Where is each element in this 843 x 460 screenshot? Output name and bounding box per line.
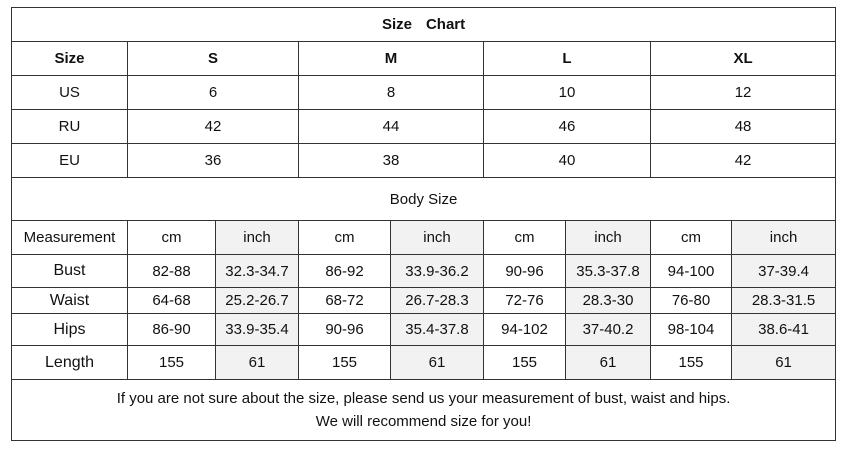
note-line-1: If you are not sure about the size, please send us your measurement of bust, waist and hips. (116, 390, 731, 407)
unit-cm: cm (299, 221, 391, 255)
measurement-value: 37-40.2 (566, 314, 651, 346)
measurement-value: 155 (299, 346, 391, 380)
standard-value: 10 (484, 76, 651, 110)
standard-value: 36 (128, 144, 299, 178)
measurement-header-row (12, 221, 836, 255)
size-header-row (12, 42, 836, 76)
size-header-l: L (484, 42, 651, 76)
standard-value: 6 (128, 76, 299, 110)
standard-value: 12 (651, 76, 836, 110)
standard-row-us (12, 76, 836, 110)
measurement-value: 32.3-34.7 (216, 255, 299, 288)
measurement-row-bust (12, 255, 836, 288)
note-line-2: We will recommend size for you! (315, 413, 532, 430)
measurement-value: 90-96 (299, 314, 391, 346)
unit-inch: inch (391, 221, 484, 255)
measurement-value: 61 (391, 346, 484, 380)
measurement-value: 90-96 (484, 255, 566, 288)
standard-value: 42 (651, 144, 836, 178)
unit-inch: inch (566, 221, 651, 255)
unit-cm: cm (128, 221, 216, 255)
chart-title-word-2: Chart (425, 16, 466, 33)
measurement-value: 28.3-30 (566, 288, 651, 314)
measurement-value: 155 (651, 346, 732, 380)
body-size-title: Body Size (12, 178, 836, 221)
measurement-value: 76-80 (651, 288, 732, 314)
body-size-row (12, 178, 836, 221)
measurement-value: 38.6-41 (732, 314, 836, 346)
measurement-value: 68-72 (299, 288, 391, 314)
measurement-row-length (12, 346, 836, 380)
measurement-value: 37-39.4 (732, 255, 836, 288)
standard-value: 40 (484, 144, 651, 178)
standard-value: 44 (299, 110, 484, 144)
measurement-header-label: Measurement (12, 221, 128, 255)
standard-value: 8 (299, 76, 484, 110)
measurement-value: 61 (216, 346, 299, 380)
standard-row-ru (12, 110, 836, 144)
size-header-xl: XL (651, 42, 836, 76)
measurement-value: 155 (484, 346, 566, 380)
unit-inch: inch (732, 221, 836, 255)
measurement-label: Hips (12, 314, 128, 346)
size-advice-note (12, 380, 836, 441)
standard-label: RU (12, 110, 128, 144)
measurement-value: 86-90 (128, 314, 216, 346)
measurement-value: 72-76 (484, 288, 566, 314)
standard-value: 42 (128, 110, 299, 144)
unit-cm: cm (484, 221, 566, 255)
standard-value: 38 (299, 144, 484, 178)
measurement-value: 61 (732, 346, 836, 380)
measurement-value: 94-102 (484, 314, 566, 346)
measurement-value: 82-88 (128, 255, 216, 288)
measurement-value: 35.4-37.8 (391, 314, 484, 346)
standard-label: EU (12, 144, 128, 178)
measurement-label: Waist (12, 288, 128, 314)
unit-inch: inch (216, 221, 299, 255)
measurement-value: 61 (566, 346, 651, 380)
measurement-value: 94-100 (651, 255, 732, 288)
standard-label: US (12, 76, 128, 110)
measurement-value: 33.9-35.4 (216, 314, 299, 346)
title-row (12, 8, 836, 42)
size-header-m: M (299, 42, 484, 76)
measurement-value: 64-68 (128, 288, 216, 314)
chart-title-word-1: Size (381, 16, 412, 33)
chart-title (12, 8, 836, 42)
size-chart-table (11, 7, 836, 441)
measurement-value: 25.2-26.7 (216, 288, 299, 314)
note-row (12, 380, 836, 441)
size-header-s: S (128, 42, 299, 76)
size-header-label: Size (12, 42, 128, 76)
measurement-value: 26.7-28.3 (391, 288, 484, 314)
measurement-value: 86-92 (299, 255, 391, 288)
unit-cm: cm (651, 221, 732, 255)
measurement-row-waist (12, 288, 836, 314)
measurement-label: Bust (12, 255, 128, 288)
measurement-row-hips (12, 314, 836, 346)
measurement-value: 35.3-37.8 (566, 255, 651, 288)
standard-value: 46 (484, 110, 651, 144)
measurement-value: 98-104 (651, 314, 732, 346)
measurement-value: 33.9-36.2 (391, 255, 484, 288)
measurement-label: Length (12, 346, 128, 380)
measurement-value: 155 (128, 346, 216, 380)
measurement-value: 28.3-31.5 (732, 288, 836, 314)
standard-value: 48 (651, 110, 836, 144)
standard-row-eu (12, 144, 836, 178)
